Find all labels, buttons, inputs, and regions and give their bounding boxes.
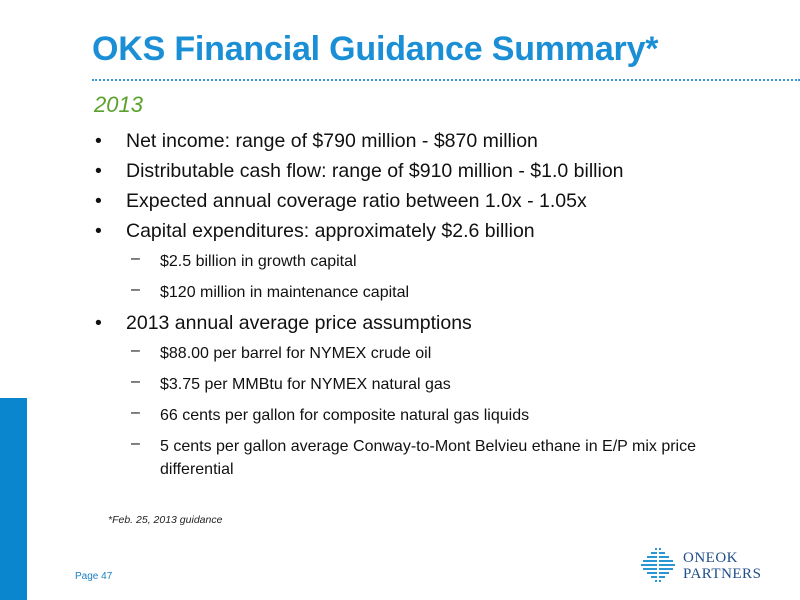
sub-bullet-text: 66 cents per gallon for composite natural gas liquids bbox=[160, 407, 530, 424]
bullet-item bbox=[95, 130, 775, 153]
sub-bullet-text: $88.00 per barrel for NYMEX crude oil bbox=[160, 345, 432, 362]
slide-subtitle: 2013 bbox=[94, 92, 143, 117]
sub-bullet-item bbox=[131, 373, 775, 396]
oneok-logo-icon bbox=[640, 547, 676, 583]
sub-bullet-text: $2.5 billion in growth capital bbox=[160, 253, 357, 270]
bullet-text: Net income: range of $790 million - $870 million bbox=[126, 130, 538, 152]
sub-bullet-item bbox=[131, 404, 775, 427]
bullet-list bbox=[95, 130, 775, 489]
bullet-item bbox=[95, 220, 775, 243]
sub-bullet-marker: – bbox=[131, 373, 140, 390]
bullet-marker: • bbox=[95, 190, 102, 212]
sub-bullet-marker: – bbox=[131, 250, 140, 267]
sub-bullet-text: $3.75 per MMBtu for NYMEX natural gas bbox=[160, 376, 451, 393]
sub-bullet-marker: – bbox=[131, 435, 140, 452]
sub-bullet-marker: – bbox=[131, 281, 140, 298]
bullet-marker: • bbox=[95, 312, 102, 334]
sub-bullet-text: $120 million in maintenance capital bbox=[160, 284, 410, 301]
sub-bullet-marker: – bbox=[131, 404, 140, 421]
logo-line-2: PARTNERS bbox=[683, 566, 762, 582]
sub-bullet-item bbox=[131, 250, 775, 273]
sub-bullet-item bbox=[131, 342, 775, 365]
logo-wordmark bbox=[683, 550, 761, 582]
bullet-item bbox=[95, 160, 775, 183]
sub-bullet-text: 5 cents per gallon average Conway-to-Mont Belvieu ethane in E/P mix price differential bbox=[160, 438, 696, 478]
bullet-text: Distributable cash flow: range of $910 million - $1.0 billion bbox=[126, 160, 624, 182]
sub-bullet-item bbox=[131, 435, 775, 481]
bullet-item bbox=[95, 312, 775, 335]
accent-bar bbox=[0, 398, 27, 600]
bullet-text: Capital expenditures: approximately $2.6 billion bbox=[126, 220, 535, 242]
sub-bullet-item bbox=[131, 281, 775, 304]
bullet-text: Expected annual coverage ratio between 1.0x - 1.05x bbox=[126, 190, 587, 212]
slide-title: OKS Financial Guidance Summary* bbox=[92, 30, 659, 68]
bullet-marker: • bbox=[95, 220, 102, 242]
title-divider bbox=[92, 79, 800, 81]
company-logo bbox=[640, 547, 790, 583]
bullet-marker: • bbox=[95, 130, 102, 152]
sub-bullet-marker: – bbox=[131, 342, 140, 359]
bullet-text: 2013 annual average price assumptions bbox=[126, 312, 472, 334]
bullet-item bbox=[95, 190, 775, 213]
page-number: Page 47 bbox=[75, 571, 113, 582]
bullet-marker: • bbox=[95, 160, 102, 182]
footnote: *Feb. 25, 2013 guidance bbox=[108, 514, 223, 526]
logo-line-1: ONEOK bbox=[683, 550, 738, 566]
